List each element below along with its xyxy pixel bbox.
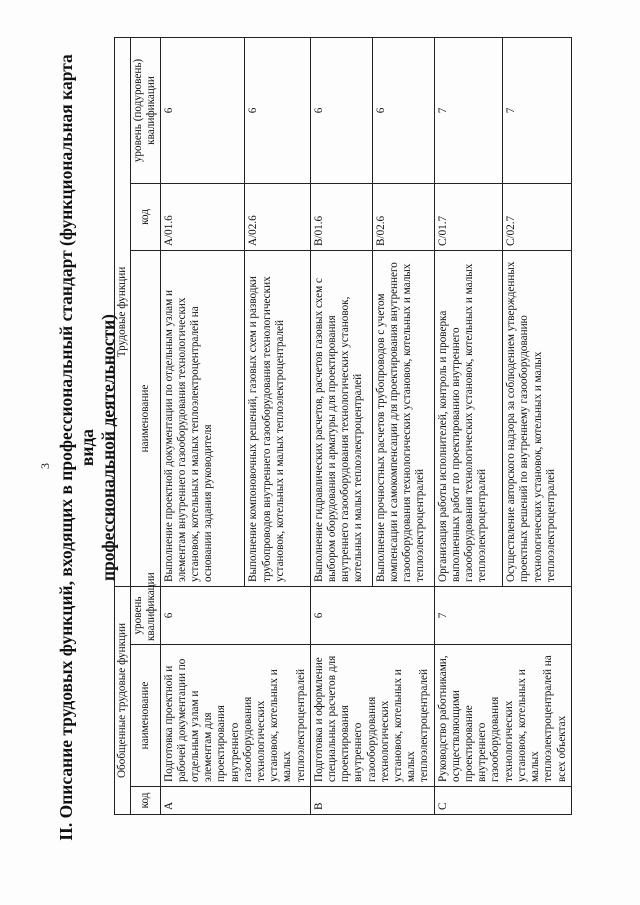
function-level: 7	[503, 38, 572, 184]
function-code: C/01.7	[434, 184, 503, 251]
title-line-1: II. Описание трудовых функций, входящих в профессиональный стандарт (функциональная карта вида	[56, 54, 97, 841]
function-name: Выполнение прочностных расчетов трубопроводов с учетом компенсации и самокомпенсации для проектирования внутреннего газооборудования технологических установок, котельных и малых теплоэлектроцентралей	[372, 251, 434, 587]
table-row	[310, 38, 372, 815]
header-level: уровень квалификации	[131, 587, 160, 645]
function-name: Выполнение гидравлических расчетов, расчетов газовых схем с выбором оборудования и арматуры для проектирования внутреннего газооборудования технологических установок, котельных и малых теплоэлектроцентралей	[310, 251, 372, 587]
header-generalized: Обобщенные трудовые функции	[115, 587, 131, 815]
function-name: Выполнение проектной документации по отдельным узлам и элементам внутреннего газооборудования технологических установок, котельных и малых теплоэлектроцентралей на основании задания руководителя	[160, 251, 245, 587]
function-name: Осуществление авторского надзора за соблюдением утвержденных проектных решений по внутреннему газооборудованию технологических установок, котельных и малых теплоэлектроцентралей	[503, 251, 572, 587]
group-code: B	[310, 787, 434, 815]
function-level: 6	[160, 38, 245, 184]
group-code: A	[160, 787, 310, 815]
function-code: B/02.6	[372, 184, 434, 251]
header-name: наименование	[131, 645, 160, 787]
group-level: 6	[310, 587, 434, 645]
section-title	[56, 50, 119, 845]
header-code: код	[131, 787, 160, 815]
table-row	[434, 38, 503, 815]
function-level: 6	[310, 38, 372, 184]
function-name: Организация работы исполнителей, контроль и проверка выполненных работ по проектированию внутреннего газооборудования технологических установок, котельных и малых теплоэлектроцентралей	[434, 251, 503, 587]
header-function-code: код	[131, 184, 160, 251]
function-level: 6	[372, 38, 434, 184]
functional-map-table	[114, 37, 572, 815]
function-code: B/01.6	[310, 184, 372, 251]
function-level: 6	[245, 38, 310, 184]
function-level: 7	[434, 38, 503, 184]
header-sublevel: уровень (подуровень) квалификации	[131, 38, 160, 184]
group-name: Подготовка и оформление специальных расчетов для проектирования внутреннего газооборудования технологических установок, котельных и малых теплоэлектроцентралей	[310, 645, 434, 787]
group-level: 6	[160, 587, 310, 645]
table-row	[160, 38, 245, 815]
title-line-2: профессиональной деятельности)	[98, 314, 118, 582]
header-labor: Трудовые функции	[115, 38, 131, 587]
function-code: A/01.6	[160, 184, 245, 251]
function-code: C/02.7	[503, 184, 572, 251]
header-row-2	[131, 38, 160, 815]
group-code: C	[434, 787, 571, 815]
header-function-name: наименование	[131, 251, 160, 587]
header-row-1	[115, 38, 131, 815]
function-code: A/02.6	[245, 184, 310, 251]
function-name: Выполнение компоновочных решений, газовых схем и разводки трубопроводов внутреннего газооборудования технологических установок, котельных и малых теплоэлектроцентралей	[245, 251, 310, 587]
group-name: Подготовка проектной и рабочей документации по отдельным узлам и элементам для проектирования внутреннего газооборудования технологических установок, котельных и малых теплоэлектроцентралей	[160, 645, 310, 787]
page-number: 3	[38, 463, 52, 469]
group-level: 7	[434, 587, 571, 645]
group-name: Руководство работниками, осуществляющими проектирование внутреннего газооборудования технологических установок, котельных и малых теплоэлектроцентралей на всех объектах	[434, 645, 571, 787]
